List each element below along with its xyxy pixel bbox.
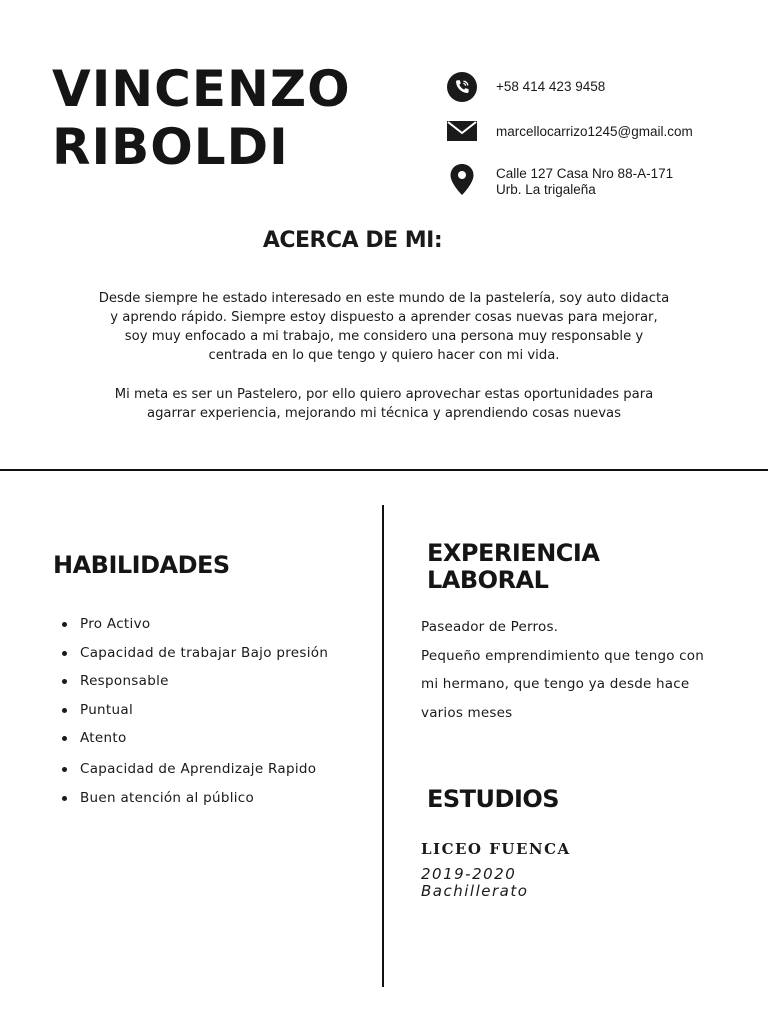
list-item: Buen atención al público: [62, 787, 328, 816]
list-item: Capacidad de Aprendizaje Rapido: [62, 758, 328, 787]
study-years: 2019-2020: [421, 865, 517, 883]
about-line: agarrar experiencia, mejorando mi técnica y aprendiendo cosas nuevas: [146, 406, 622, 421]
studies-title: ESTUDIOS: [427, 785, 560, 813]
experience-line: Paseador de Perros.: [421, 619, 559, 635]
about-line: centrada en lo que tengo y quiero hacer con mi vida.: [208, 348, 560, 363]
contact-address: [446, 164, 674, 197]
experience-title: [427, 540, 599, 594]
about-line: y aprendo rápido. Siempre estoy dispuesto a aprender cosas nuevas para mejorar,: [110, 310, 658, 325]
list-item: Pro Activo: [62, 613, 328, 642]
skills-title: HABILIDADES: [53, 551, 230, 579]
contact-phone: [446, 71, 606, 103]
address-line-2: Urb. La trigaleña: [496, 182, 596, 197]
vertical-divider: [382, 505, 384, 987]
about-line: Mi meta es ser un Pastelero, por ello quiero aprovechar estas oportunidades para: [114, 387, 654, 402]
email-icon: [446, 116, 478, 148]
experience-line: varios meses: [421, 704, 513, 721]
about-line: Desde siempre he estado interesado en este mundo de la pastelería, soy auto didacta: [98, 291, 670, 306]
list-item: Puntual: [62, 699, 328, 728]
study-degree: Bachillerato: [421, 882, 529, 900]
last-name: RIBOLDI: [52, 118, 289, 176]
list-item: Atento: [62, 727, 328, 758]
first-name: VINCENZO: [52, 60, 351, 118]
experience-title-line-1: EXPERIENCIA: [427, 539, 600, 567]
contact-email: [446, 116, 693, 148]
list-item: Responsable: [62, 670, 328, 699]
experience-line: Pequeño emprendimiento que tengo con: [421, 647, 705, 664]
phone-icon: [446, 71, 478, 103]
phone-number[interactable]: +58 414 423 9458: [496, 79, 606, 94]
about-line: soy muy enfocado a mi trabajo, me considero una persona muy responsable y: [124, 329, 644, 344]
experience-line: mi hermano, que tengo ya desde hace: [421, 676, 690, 692]
list-item: Capacidad de trabajar Bajo presión: [62, 642, 328, 671]
about-paragraph-2: [88, 385, 680, 423]
candidate-name: [52, 60, 382, 176]
email-address[interactable]: marcellocarrizo1245@gmail.com: [496, 124, 693, 139]
skills-list: [62, 613, 328, 815]
horizontal-divider: [0, 469, 768, 471]
address-line-1: Calle 127 Casa Nro 88-A-171: [496, 166, 674, 181]
experience-title-line-2: LABORAL: [427, 566, 549, 594]
about-title: ACERCA DE MI:: [262, 228, 443, 253]
study-details: [421, 866, 528, 900]
school-name: LICEO FUENCA: [421, 840, 571, 858]
experience-description: [421, 613, 741, 727]
location-pin-icon: [446, 164, 478, 196]
about-paragraph-1: [88, 289, 680, 365]
